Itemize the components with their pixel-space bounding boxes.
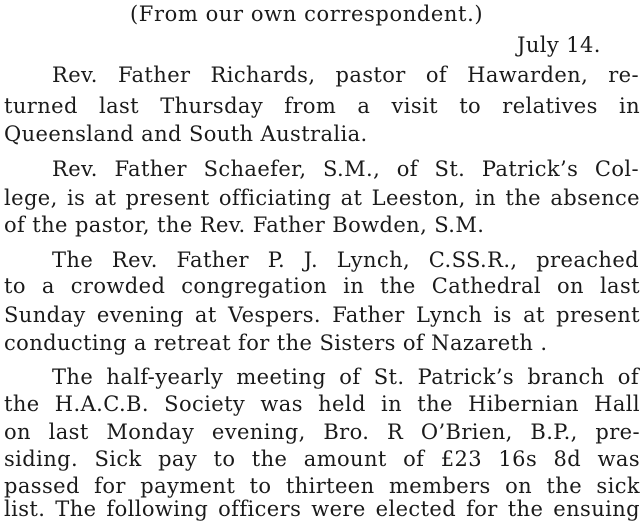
paragraph-3-line-4: conducting a retreat for the Sisters of Nazareth . (4, 331, 548, 355)
paragraph-2-line-2: lege, is at present officiating at Leeston, in the absence (4, 186, 640, 210)
paragraph-1-line-2: turned last Thursday from a visit to relatives in (4, 94, 640, 118)
dateline: July 14. (517, 33, 601, 57)
paragraph-4-line-3: on last Monday evening, Bro. R O’Brien, B.P., pre- (4, 420, 640, 444)
paragraph-4-line-4: siding. Sick pay to the amount of £23 16s 8d was (4, 447, 640, 471)
paragraph-4-line-6: list. The following officers were elected for the ensuing (4, 497, 640, 521)
paragraph-2-line-3: of the pastor, the Rev. Father Bowden, S.M. (4, 213, 485, 237)
paragraph-2-line-1: Rev. Father Schaefer, S.M., of St. Patrick’s Col- (52, 157, 639, 181)
paragraph-3-line-1: The Rev. Father P. J. Lynch, C.SS.R., preached (52, 248, 639, 272)
correspondent-byline: (From our own correspondent.) (130, 2, 484, 26)
paragraph-3-line-2: to a crowded congregation in the Cathedral on last (4, 274, 640, 298)
paragraph-4-line-5: passed for payment to thirteen members on the sick (4, 474, 640, 498)
paragraph-4-line-2: the H.A.C.B. Society was held in the Hibernian Hall (4, 392, 640, 416)
paragraph-4-line-1: The half-yearly meeting of St. Patrick’s branch of (52, 365, 639, 389)
paragraph-1-line-1: Rev. Father Richards, pastor of Hawarden, re- (52, 63, 639, 87)
paragraph-1-line-3: Queensland and South Australia. (4, 122, 368, 146)
paragraph-3-line-3: Sunday evening at Vespers. Father Lynch is at present (4, 303, 640, 327)
